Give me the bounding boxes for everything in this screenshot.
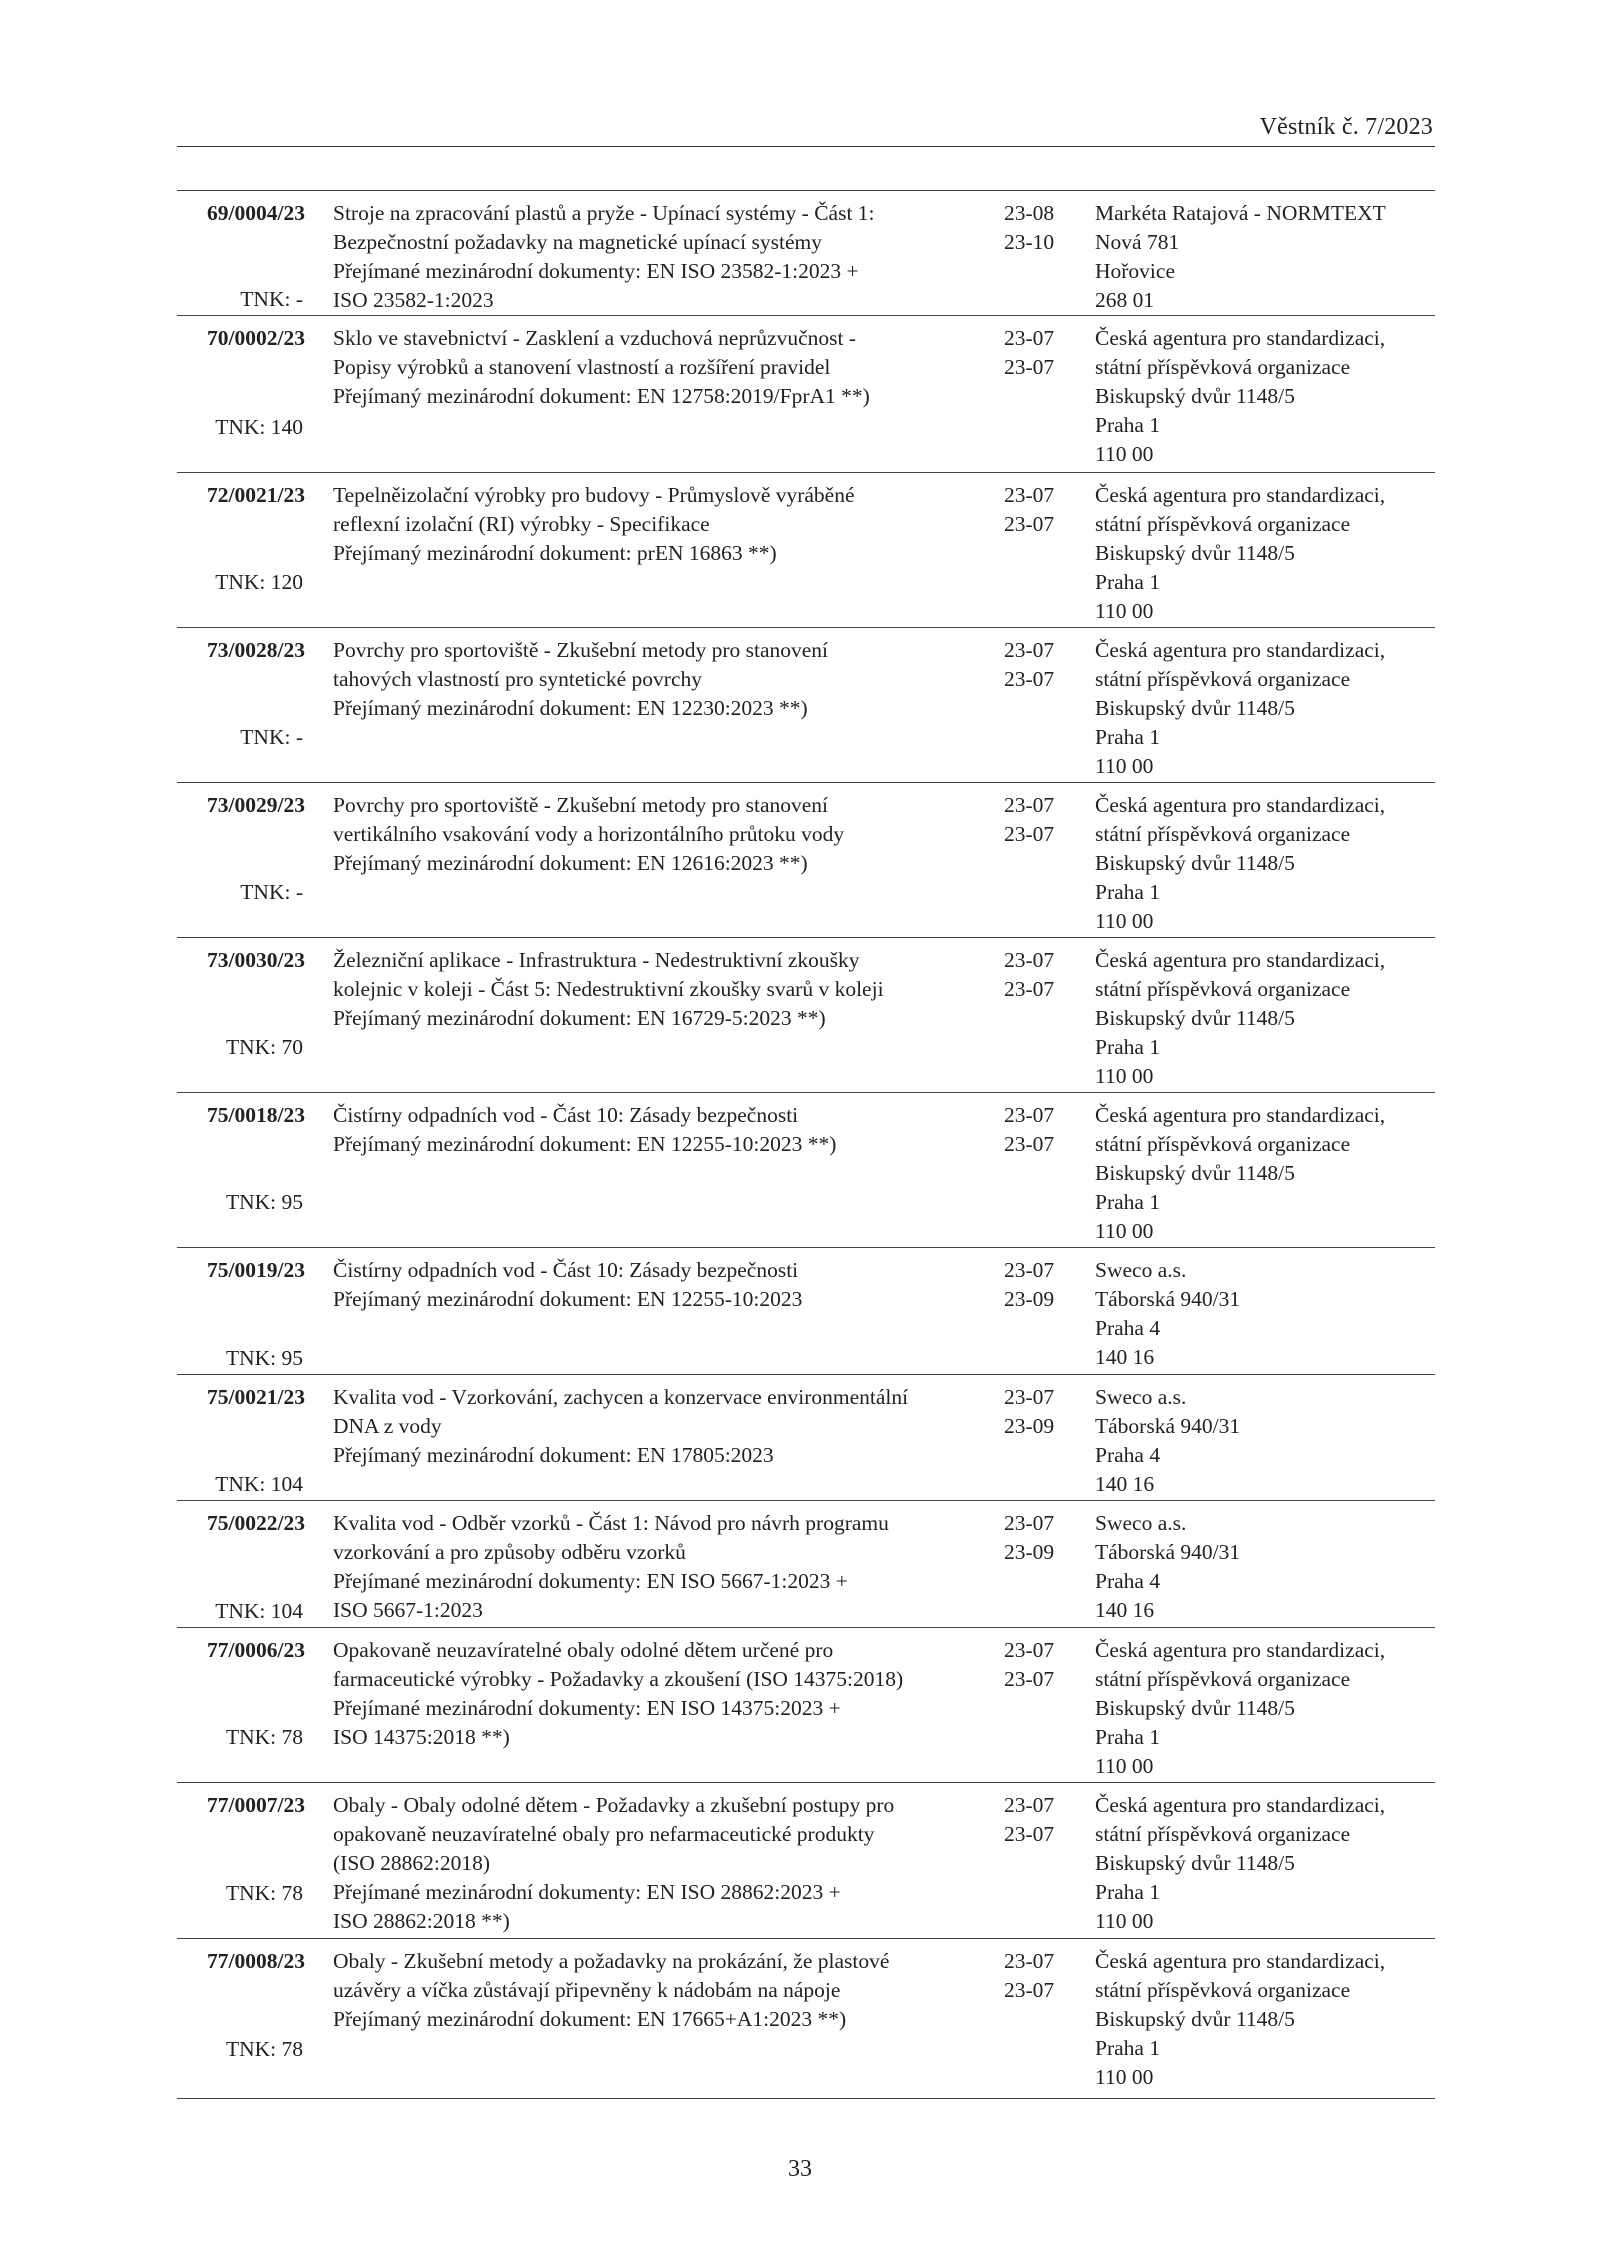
date-value: 23-07 [1004,1949,1055,1973]
tnk-code: TNK: 104 [215,1599,303,1623]
dates [1004,636,1076,694]
address-line: 140 16 [1095,1598,1155,1622]
standard-title [333,324,993,411]
address-line: Praha 4 [1095,1316,1161,1340]
address-line: státní příspěvková organizace [1095,512,1351,536]
address-line: 140 16 [1095,1472,1155,1496]
dates [1004,946,1076,1004]
address-line: Biskupský dvůr 1148/5 [1095,384,1295,408]
processor-address [1095,1509,1435,1625]
journal-title: Věstník č. 7/2023 [1259,114,1433,140]
date-value: 23-07 [1004,1793,1055,1817]
record-number: 73/0030/23 [207,948,305,972]
address-line: 140 16 [1095,1345,1155,1369]
tnk-code: TNK: 78 [225,1881,303,1905]
title-line: Povrchy pro sportoviště - Zkušební metody pro stanovení [333,638,829,662]
date-value: 23-07 [1004,1103,1055,1127]
title-line: Tepelněizolační výrobky pro budovy - Průmyslově vyráběné [333,483,855,507]
standards-table [177,190,1435,2099]
title-line: Přejímaný mezinárodní dokument: EN 12255-10:2023 [333,1287,803,1311]
address-line: 110 00 [1095,909,1154,933]
title-line: Přejímaný mezinárodní dokument: EN 12255-10:2023 **) [333,1132,837,1156]
date-value: 23-07 [1004,1511,1055,1535]
address-line: 110 00 [1095,754,1154,778]
date-value: 23-08 [1004,201,1055,225]
address-line: Česká agentura pro standardizaci, [1095,793,1386,817]
processor-address [1095,199,1435,315]
standard-title [333,946,993,1033]
address-line: 110 00 [1095,1219,1154,1243]
title-line: Stroje na zpracování plastů a pryže - Upínací systémy - Část 1: [333,201,875,225]
record-number: 75/0021/23 [207,1385,305,1409]
address-line: státní příspěvková organizace [1095,1978,1351,2002]
address-line: Nová 781 [1095,230,1180,254]
record-number: 77/0008/23 [207,1949,305,1973]
title-line: Přejímané mezinárodní dokumenty: EN ISO 28862:2023 + [333,1880,841,1904]
record-number: 70/0002/23 [207,326,305,350]
date-value: 23-07 [1004,977,1055,1001]
table-row [177,1939,1435,2099]
title-line: tahových vlastností pro syntetické povrchy [333,667,703,691]
dates [1004,481,1076,539]
dates [1004,1509,1076,1567]
record-number: 69/0004/23 [207,201,305,225]
title-line: opakovaně neuzavíratelné obaly pro nefarmaceutické produkty [333,1822,875,1846]
table-row [177,1628,1435,1783]
date-value: 23-07 [1004,1638,1055,1662]
address-line: 110 00 [1095,1754,1154,1778]
standard-title [333,1383,993,1470]
dates [1004,1256,1076,1314]
processor-address [1095,946,1435,1091]
date-value: 23-07 [1004,1385,1055,1409]
table-row [177,1783,1435,1939]
title-line: DNA z vody [333,1414,442,1438]
standard-title [333,1791,993,1936]
dates [1004,1383,1076,1441]
tnk-code: TNK: 140 [215,415,303,439]
dates [1004,324,1076,382]
date-value: 23-07 [1004,1978,1055,2002]
page-number: 33 [788,2156,812,2182]
date-value: 23-10 [1004,230,1055,254]
title-line: farmaceutické výrobky - Požadavky a zkoušení (ISO 14375:2018) [333,1667,904,1691]
address-line: Praha 1 [1095,413,1161,437]
title-line: Kvalita vod - Odběr vzorků - Část 1: Návod pro návrh programu [333,1511,889,1535]
processor-address [1095,481,1435,626]
address-line: Česká agentura pro standardizaci, [1095,1103,1386,1127]
address-line: Hořovice [1095,259,1175,283]
table-row [177,473,1435,628]
address-line: Česká agentura pro standardizaci, [1095,326,1386,350]
address-line: Česká agentura pro standardizaci, [1095,948,1386,972]
title-line: Obaly - Zkušební metody a požadavky na prokázání, že plastové [333,1949,890,1973]
date-value: 23-07 [1004,326,1055,350]
standard-title [333,1509,993,1625]
address-line: státní příspěvková organizace [1095,1822,1351,1846]
processor-address [1095,1636,1435,1781]
dates [1004,1791,1076,1849]
standard-title [333,1101,993,1159]
date-value: 23-07 [1004,483,1055,507]
address-line: Sweco a.s. [1095,1385,1187,1409]
processor-address [1095,791,1435,936]
date-value: 23-07 [1004,512,1055,536]
standard-title [333,481,993,568]
address-line: Česká agentura pro standardizaci, [1095,1949,1386,1973]
tnk-code: TNK: 78 [225,2037,303,2061]
address-line: 268 01 [1095,288,1155,312]
date-value: 23-07 [1004,667,1055,691]
table-row [177,1093,1435,1248]
address-line: státní příspěvková organizace [1095,355,1351,379]
table-row [177,191,1435,316]
table-row [177,783,1435,938]
dates [1004,1101,1076,1159]
title-line: Přejímaný mezinárodní dokument: EN 12758:2019/FprA1 **) [333,384,870,408]
address-line: Táborská 940/31 [1095,1414,1241,1438]
title-line: ISO 28862:2018 **) [333,1909,510,1933]
record-number: 75/0018/23 [207,1103,305,1127]
title-line: kolejnic v koleji - Část 5: Nedestruktivní zkoušky svarů v koleji [333,977,884,1001]
processor-address [1095,1791,1435,1936]
title-line: (ISO 28862:2018) [333,1851,491,1875]
date-value: 23-07 [1004,1132,1055,1156]
record-number: 75/0022/23 [207,1511,305,1535]
title-line: uzávěry a víčka zůstávají připevněny k nádobám na nápoje [333,1978,841,2002]
address-line: Biskupský dvůr 1148/5 [1095,696,1295,720]
record-number: 75/0019/23 [207,1258,305,1282]
processor-address [1095,1256,1435,1372]
title-line: Opakovaně neuzavíratelné obaly odolné dětem určené pro [333,1638,834,1662]
title-line: Kvalita vod - Vzorkování, zachycen a konzervace environmentální [333,1385,909,1409]
address-line: Česká agentura pro standardizaci, [1095,638,1386,662]
address-line: státní příspěvková organizace [1095,1132,1351,1156]
title-line: Přejímaný mezinárodní dokument: EN 16729-5:2023 **) [333,1006,826,1030]
tnk-code: TNK: 120 [215,570,303,594]
title-line: Železniční aplikace - Infrastruktura - Nedestruktivní zkoušky [333,948,860,972]
address-line: 110 00 [1095,599,1154,623]
date-value: 23-07 [1004,1258,1055,1282]
address-line: Sweco a.s. [1095,1511,1187,1535]
title-line: ISO 5667-1:2023 [333,1598,483,1622]
address-line: Praha 1 [1095,1035,1161,1059]
title-line: Popisy výrobků a stanovení vlastností a rozšíření pravidel [333,355,831,379]
table-row [177,628,1435,783]
address-line: Praha 1 [1095,880,1161,904]
standard-title [333,1947,993,2034]
address-line: Sweco a.s. [1095,1258,1187,1282]
date-value: 23-07 [1004,1667,1055,1691]
date-value: 23-09 [1004,1414,1055,1438]
dates [1004,1636,1076,1694]
address-line: státní příspěvková organizace [1095,822,1351,846]
date-value: 23-07 [1004,638,1055,662]
title-line: Přejímané mezinárodní dokumenty: EN ISO 23582-1:2023 + [333,259,859,283]
tnk-code: TNK: - [240,287,303,311]
tnk-code: TNK: 104 [215,1472,303,1496]
date-value: 23-09 [1004,1287,1055,1311]
title-line: Bezpečnostní požadavky na magnetické upínací systémy [333,230,822,254]
address-line: Markéta Ratajová - NORMTEXT [1095,201,1386,225]
page-header [177,112,1435,147]
table-row [177,938,1435,1093]
address-line: Česká agentura pro standardizaci, [1095,1638,1386,1662]
address-line: Praha 1 [1095,725,1161,749]
title-line: Přejímaný mezinárodní dokument: EN 17665+A1:2023 **) [333,2007,847,2031]
address-line: Česká agentura pro standardizaci, [1095,1793,1386,1817]
address-line: Biskupský dvůr 1148/5 [1095,1006,1295,1030]
title-line: ISO 14375:2018 **) [333,1725,510,1749]
address-line: Biskupský dvůr 1148/5 [1095,2007,1295,2031]
address-line: Praha 1 [1095,570,1161,594]
standard-title [333,1256,993,1314]
title-line: Obaly - Obaly odolné dětem - Požadavky a zkušební postupy pro [333,1793,895,1817]
title-line: Přejímané mezinárodní dokumenty: EN ISO 14375:2023 + [333,1696,841,1720]
title-line: Čistírny odpadních vod - Část 10: Zásady bezpečnosti [333,1103,799,1127]
processor-address [1095,324,1435,469]
processor-address [1095,1101,1435,1246]
address-line: Praha 1 [1095,2036,1161,2060]
title-line: Povrchy pro sportoviště - Zkušební metody pro stanovení [333,793,829,817]
date-value: 23-07 [1004,793,1055,817]
title-line: Přejímaný mezinárodní dokument: prEN 16863 **) [333,541,777,565]
address-line: 110 00 [1095,1064,1154,1088]
processor-address [1095,1947,1435,2092]
address-line: 110 00 [1095,2065,1154,2089]
address-line: Česká agentura pro standardizaci, [1095,483,1386,507]
date-value: 23-07 [1004,1822,1055,1846]
address-line: Praha 4 [1095,1443,1161,1467]
address-line: Biskupský dvůr 1148/5 [1095,1161,1295,1185]
tnk-code: TNK: - [240,880,303,904]
tnk-code: TNK: 70 [225,1035,303,1059]
address-line: Táborská 940/31 [1095,1287,1241,1311]
date-value: 23-09 [1004,1540,1055,1564]
title-line: vzorkování a pro způsoby odběru vzorků [333,1540,686,1564]
tnk-code: TNK: 95 [225,1190,303,1214]
address-line: Biskupský dvůr 1148/5 [1095,1696,1295,1720]
title-line: Přejímaný mezinárodní dokument: EN 12230:2023 **) [333,696,808,720]
title-line: Přejímaný mezinárodní dokument: EN 12616:2023 **) [333,851,808,875]
address-line: 110 00 [1095,442,1154,466]
record-number: 77/0006/23 [207,1638,305,1662]
address-line: Biskupský dvůr 1148/5 [1095,851,1295,875]
title-line: reflexní izolační (RI) výrobky - Specifikace [333,512,710,536]
record-number: 73/0029/23 [207,793,305,817]
table-row [177,1375,1435,1501]
title-line: Přejímaný mezinárodní dokument: EN 17805:2023 [333,1443,774,1467]
date-value: 23-07 [1004,355,1055,379]
table-row [177,1248,1435,1375]
address-line: státní příspěvková organizace [1095,977,1351,1001]
dates [1004,1947,1076,2005]
processor-address [1095,1383,1435,1499]
address-line: Praha 1 [1095,1190,1161,1214]
title-line: vertikálního vsakování vody a horizontálního průtoku vody [333,822,845,846]
address-line: státní příspěvková organizace [1095,1667,1351,1691]
title-line: Čistírny odpadních vod - Část 10: Zásady bezpečnosti [333,1258,799,1282]
record-number: 73/0028/23 [207,638,305,662]
address-line: Praha 1 [1095,1725,1161,1749]
title-line: ISO 23582-1:2023 [333,288,494,312]
address-line: Praha 1 [1095,1880,1161,1904]
dates [1004,791,1076,849]
date-value: 23-07 [1004,948,1055,972]
table-row [177,316,1435,473]
title-line: Přejímané mezinárodní dokumenty: EN ISO 5667-1:2023 + [333,1569,848,1593]
address-line: 110 00 [1095,1909,1154,1933]
tnk-code: TNK: - [240,725,303,749]
address-line: Táborská 940/31 [1095,1540,1241,1564]
address-line: státní příspěvková organizace [1095,667,1351,691]
standard-title [333,636,993,723]
standard-title [333,1636,993,1752]
table-row [177,1501,1435,1628]
dates [1004,199,1076,257]
address-line: Biskupský dvůr 1148/5 [1095,1851,1295,1875]
date-value: 23-07 [1004,822,1055,846]
address-line: Praha 4 [1095,1569,1161,1593]
tnk-code: TNK: 78 [225,1725,303,1749]
standard-title [333,199,993,315]
address-line: Biskupský dvůr 1148/5 [1095,541,1295,565]
record-number: 77/0007/23 [207,1793,305,1817]
processor-address [1095,636,1435,781]
title-line: Sklo ve stavebnictví - Zasklení a vzduchová neprůzvučnost - [333,326,857,350]
record-number: 72/0021/23 [207,483,305,507]
standard-title [333,791,993,878]
tnk-code: TNK: 95 [225,1346,303,1370]
